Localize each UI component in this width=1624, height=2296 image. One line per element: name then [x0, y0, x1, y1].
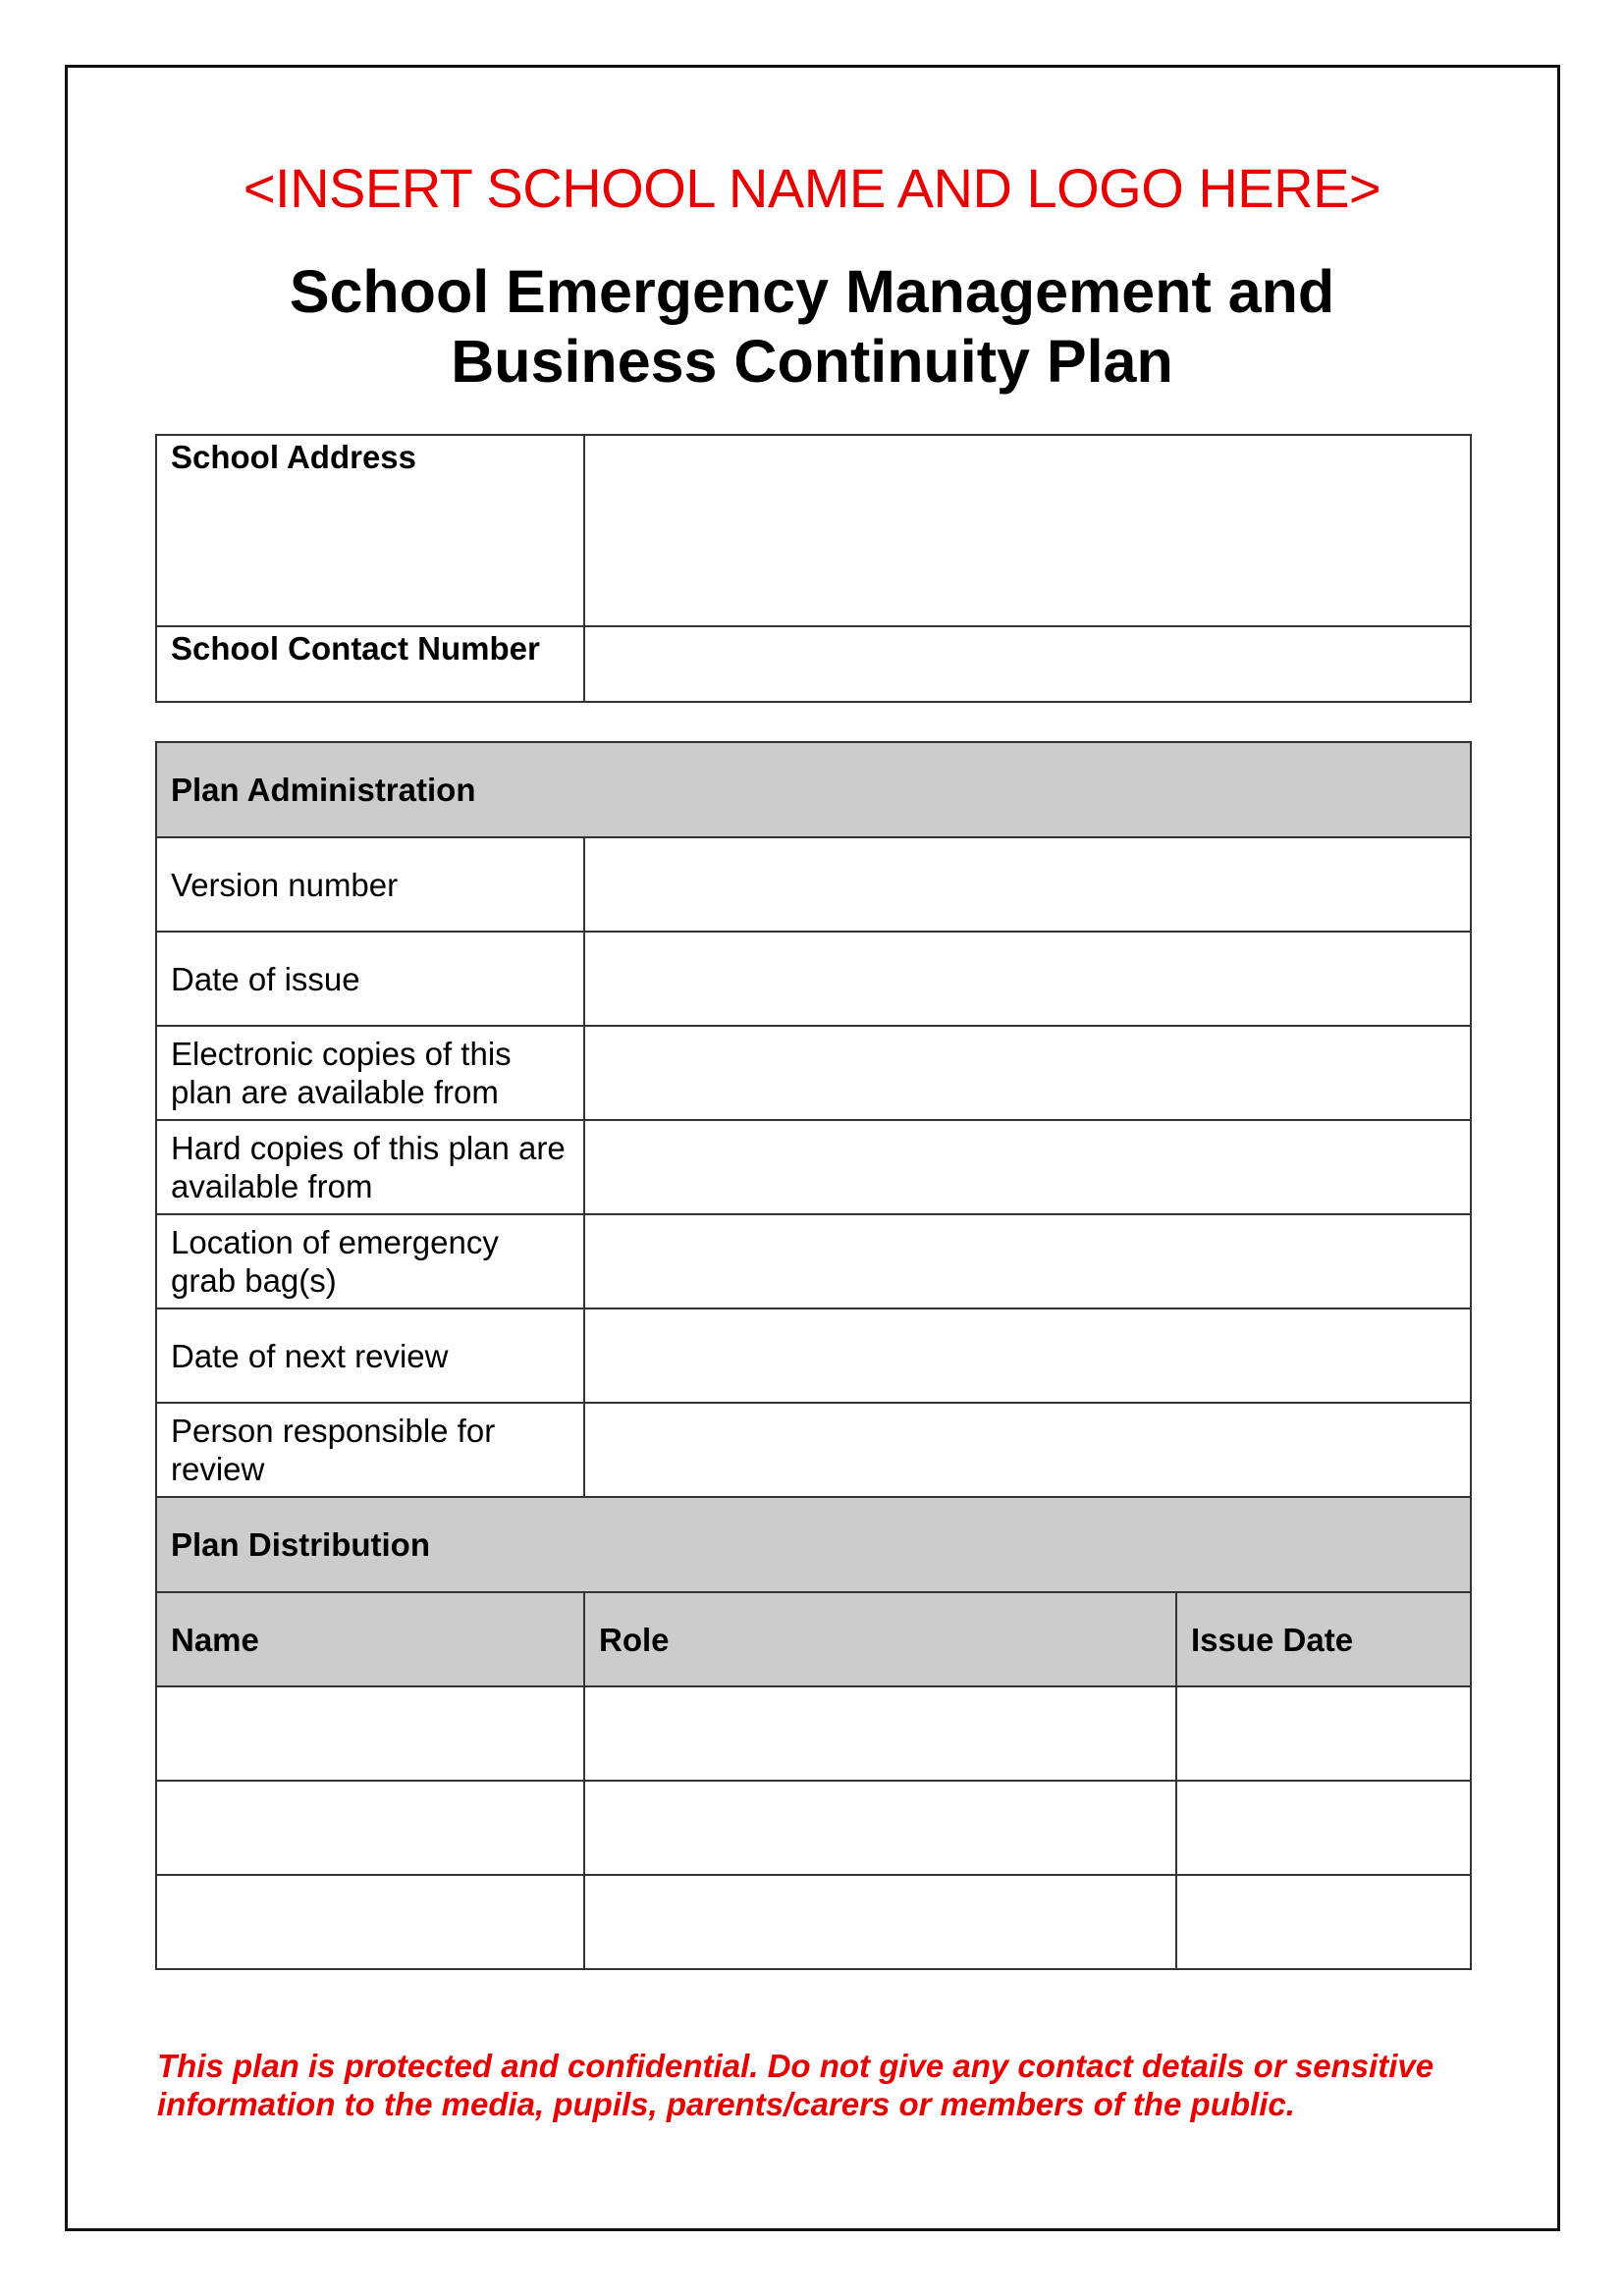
plan-administration-table [155, 741, 1472, 1970]
admin-label: Date of next review [156, 1308, 584, 1403]
admin-row-electronic-copies [156, 1026, 1471, 1120]
admin-value-field[interactable] [584, 1214, 1471, 1308]
plan-administration-header-row [156, 742, 1471, 837]
admin-value-field[interactable] [584, 1308, 1471, 1403]
confidentiality-notice: This plan is protected and confidential. Do not give any contact details or sensitive information to the media, pupils, parents/carers or members of the public. [157, 2048, 1435, 2122]
admin-value-field[interactable] [584, 1120, 1471, 1214]
distribution-name-field[interactable] [156, 1781, 584, 1875]
admin-row-version [156, 837, 1471, 932]
admin-row-review-responsible [156, 1403, 1471, 1497]
admin-label: Date of issue [156, 932, 584, 1026]
admin-label: Hard copies of this plan are available from [156, 1120, 584, 1214]
admin-label: Location of emergency grab bag(s) [156, 1214, 584, 1308]
distribution-column-headers [156, 1592, 1471, 1686]
admin-value-field[interactable] [584, 837, 1471, 932]
admin-row-date-of-issue [156, 932, 1471, 1026]
admin-value-field[interactable] [584, 1026, 1471, 1120]
document-title [0, 257, 1624, 397]
admin-value-field[interactable] [584, 1403, 1471, 1497]
school-contact-field[interactable] [584, 626, 1471, 702]
distribution-role-field[interactable] [584, 1875, 1176, 1969]
distribution-issue-date-field[interactable] [1176, 1686, 1471, 1781]
school-address-field[interactable] [584, 435, 1471, 626]
school-name-placeholder: <INSERT SCHOOL NAME AND LOGO HERE> [243, 157, 1381, 219]
column-header-name: Name [156, 1592, 584, 1686]
plan-administration-heading: Plan Administration [156, 742, 1471, 837]
admin-row-next-review [156, 1308, 1471, 1403]
school-contact-row [156, 626, 1471, 702]
distribution-name-field[interactable] [156, 1875, 584, 1969]
admin-label: Electronic copies of this plan are available from [156, 1026, 584, 1120]
distribution-role-field[interactable] [584, 1686, 1176, 1781]
distribution-name-field[interactable] [156, 1686, 584, 1781]
plan-distribution-header-row [156, 1497, 1471, 1592]
distribution-role-field[interactable] [584, 1781, 1176, 1875]
distribution-row [156, 1781, 1471, 1875]
admin-row-hard-copies [156, 1120, 1471, 1214]
column-header-issue-date: Issue Date [1176, 1592, 1471, 1686]
document-title-line-1: School Emergency Management and [289, 258, 1335, 325]
plan-distribution-heading: Plan Distribution [156, 1497, 1471, 1592]
distribution-issue-date-field[interactable] [1176, 1781, 1471, 1875]
school-address-label: School Address [156, 435, 584, 626]
school-contact-label: School Contact Number [156, 626, 584, 702]
admin-label: Person responsible for review [156, 1403, 584, 1497]
column-header-role: Role [584, 1592, 1176, 1686]
school-info-table [155, 434, 1472, 703]
admin-value-field[interactable] [584, 932, 1471, 1026]
admin-row-grab-bag-location [156, 1214, 1471, 1308]
admin-label: Version number [156, 837, 584, 932]
school-address-row [156, 435, 1471, 626]
distribution-issue-date-field[interactable] [1176, 1875, 1471, 1969]
distribution-row [156, 1875, 1471, 1969]
document-title-line-2: Business Continuity Plan [451, 328, 1173, 395]
distribution-row [156, 1686, 1471, 1781]
